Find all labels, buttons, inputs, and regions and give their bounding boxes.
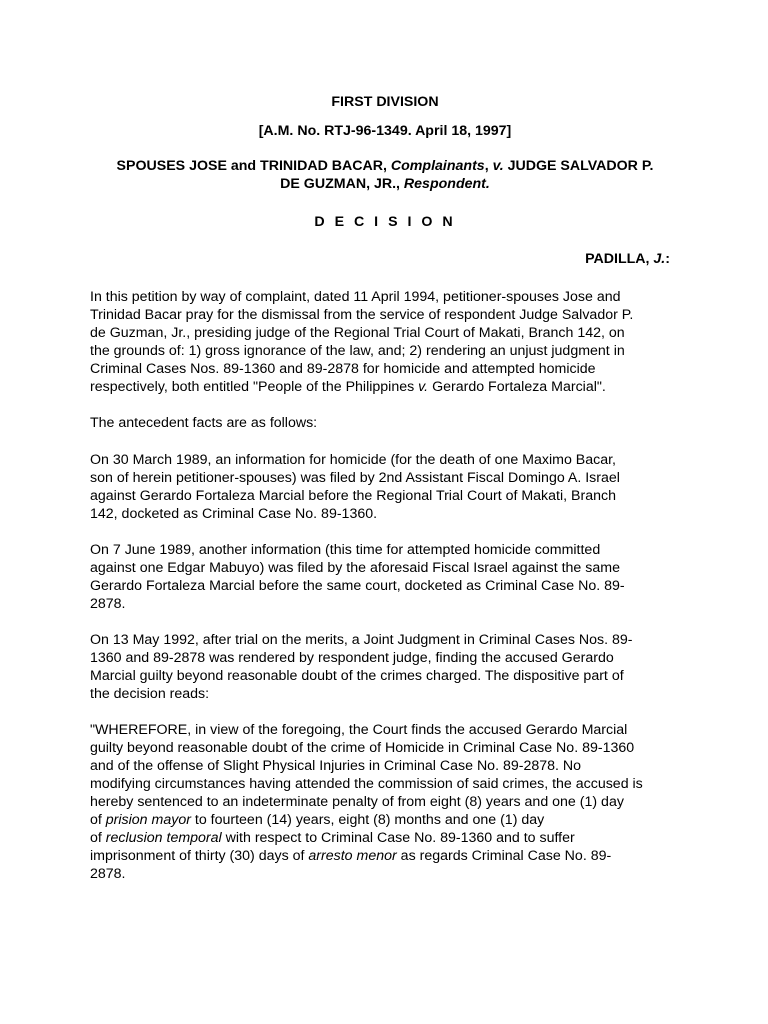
respondent-name-part-1: JUDGE SALVADOR P. (503, 158, 654, 174)
paragraph-3 (90, 451, 680, 523)
paragraph-line: son of herein petitioner-spouses) was filed by 2nd Assistant Fiscal Domingo A. Israel (90, 470, 620, 486)
paragraph-line: 2878. (90, 866, 126, 882)
complainants-names: SPOUSES JOSE and TRINIDAD BACAR, (116, 158, 391, 174)
italic-term: arresto menor (308, 848, 397, 864)
paragraph-line: Criminal Cases Nos. 89-1360 and 89-2878 for homicide and attempted homicide (90, 361, 596, 377)
paragraph-line: On 7 June 1989, another information (this time for attempted homicide committed (90, 542, 601, 558)
text-run: with respect to Criminal Case No. 89-1360 and to suffer (221, 830, 575, 846)
paragraph-line: On 30 March 1989, an information for homicide (for the death of one Maximo Bacar, (90, 452, 617, 468)
paragraph-line: guilty beyond reasonable doubt of the crime of Homicide in Criminal Case No. 89-1360 (90, 740, 635, 756)
paragraph-line: "WHEREFORE, in view of the foregoing, the Court finds the accused Gerardo Marcial (90, 722, 628, 738)
text-run: as regards Criminal Case No. 89- (396, 848, 612, 864)
paragraph-line: and of the offense of Slight Physical Injuries in Criminal Case No. 89-2878. No (90, 758, 582, 774)
case-parties (90, 157, 680, 193)
decision-title: D E C I S I O N (314, 214, 456, 230)
ponente-name: PADILLA, (585, 251, 654, 267)
ponente-colon: : (665, 251, 670, 267)
text-run: imprisonment of thirty (30) days of (90, 848, 309, 864)
paragraph-line (90, 811, 680, 829)
paragraph-line: de Guzman, Jr., presiding judge of the Regional Trial Court of Makati, Branch 142, on (90, 325, 625, 341)
paragraph-line: In this petition by way of complaint, dated 11 April 1994, petitioner-spouses Jose and (90, 289, 621, 305)
paragraph-line (90, 378, 680, 396)
paragraph-line: against one Edgar Mabuyo) was filed by the aforesaid Fiscal Israel against the same (90, 560, 620, 576)
text-run: of (90, 830, 106, 846)
paragraph-5 (90, 631, 680, 703)
versus-separator: , (484, 158, 493, 174)
paragraph-line: 2878. (90, 596, 126, 612)
division-heading: FIRST DIVISION (331, 94, 439, 110)
paragraph-line: the decision reads: (90, 686, 210, 702)
text-run: to fourteen (14) years, eight (8) months and one (1) day (190, 812, 545, 828)
paragraph-line: 142, docketed as Criminal Case No. 89-1360. (90, 506, 378, 522)
respondent-role: Respondent. (403, 176, 490, 192)
paragraph-1 (90, 288, 680, 396)
versus-italic: v. (418, 379, 429, 395)
parties-line-2 (90, 175, 680, 193)
paragraph-line: 1360 and 89-2878 was rendered by respondent judge, finding the accused Gerardo (90, 650, 614, 666)
paragraph-line: modifying circumstances having attended the commission of said crimes, the accused is (90, 776, 643, 792)
text-run: respectively, both entitled "People of the Philippines (90, 379, 419, 395)
ponente (90, 250, 680, 268)
text-run: of (90, 812, 106, 828)
text-run: Gerardo Fortaleza Marcial". (428, 379, 606, 395)
paragraph-line: hereby sentenced to an indeterminate penalty of from eight (8) years and one (1) day (90, 794, 624, 810)
versus: v. (492, 158, 504, 174)
paragraph-6-quote (90, 721, 680, 883)
respondent-name-part-2: DE GUZMAN, JR., (280, 176, 404, 192)
paragraph-line: the grounds of: 1) gross ignorance of the law, and; 2) rendering an unjust judgment in (90, 343, 625, 359)
paragraph-2 (90, 414, 680, 432)
document-page (90, 93, 680, 901)
case-number: [A.M. No. RTJ-96-1349. April 18, 1997] (258, 123, 512, 139)
complainants-role: Complainants (390, 158, 485, 174)
paragraph-line (90, 829, 680, 847)
italic-term: prision mayor (105, 812, 191, 828)
paragraph-line: Gerardo Fortaleza Marcial before the same court, docketed as Criminal Case No. 89- (90, 578, 625, 594)
paragraph-line: Trinidad Bacar pray for the dismissal from the service of respondent Judge Salvador P. (90, 307, 634, 323)
paragraph-line: On 13 May 1992, after trial on the merits, a Joint Judgment in Criminal Cases Nos. 89- (90, 632, 633, 648)
ponente-suffix: J. (653, 251, 666, 267)
paragraph-line: against Gerardo Fortaleza Marcial before the Regional Trial Court of Makati, Branch (90, 488, 616, 504)
paragraph-line (90, 847, 680, 865)
italic-term: reclusion temporal (105, 830, 222, 846)
paragraph-line: The antecedent facts are as follows: (90, 415, 318, 431)
paragraph-4 (90, 541, 680, 613)
paragraph-line: Marcial guilty beyond reasonable doubt of the crimes charged. The dispositive part of (90, 668, 624, 684)
parties-line-1 (90, 157, 680, 175)
